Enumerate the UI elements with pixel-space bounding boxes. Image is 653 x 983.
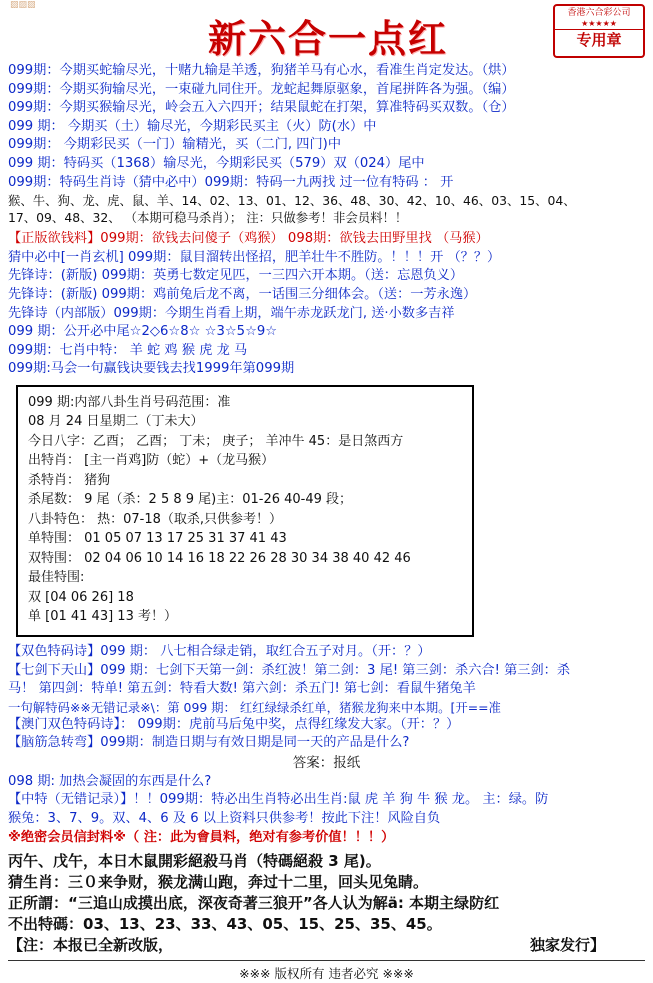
text-line: 【七剑下天山】099 期：七剑下天第一剑：杀红波！第二剑：3 尾! 第三剑：杀六合! 第三剑：杀	[8, 662, 571, 678]
text-line: 099期:马会一句赢钱诀要钱去找1999年第099期	[8, 361, 295, 377]
member-warning: ※绝密会员信封料※（ 注：此为會員料，绝对有参考价值！！！）	[8, 829, 395, 845]
text-line: 099 期： 今期买（土）输尽光，今期彩民买主（火）防(水）中	[8, 118, 377, 134]
text-line: 猴、牛、狗、龙、虎、鼠、羊、14、02、13、01、12、36、48、30、42、10、46、03、15、04、	[8, 193, 576, 209]
text-line: 猴兔：3、7、9。双、4、6 及 6 以上资料只供参考！按此下注！风险自负	[8, 811, 441, 827]
text-line: 【注：本报已全新改版，	[8, 936, 174, 955]
text-line: 【澳门双色特码诗】： 099期：虎前马后兔中奖，点得红缘发大家。（开：？）	[8, 716, 460, 732]
text-line: 17、09、48、32、 （本期可稳马杀肖）； 注：只做参考！非会员料！！	[8, 210, 408, 226]
text-line: 099期：特码生肖诗（猜中必中）099期：特码一九两找 过一位有特码 ： 开	[8, 174, 454, 190]
text-line: 不出特碼：03、13、23、33、43、05、15、25、35、45。	[8, 915, 442, 934]
box-line: 099 期:内部八卦生肖号码范围：准	[28, 394, 231, 410]
box-line: 双 [04 06 26] 18	[28, 589, 134, 605]
stamp-line1: 香港六合彩公司	[567, 8, 631, 18]
text-line: 【双色特码诗】099 期： 八七相合绿走销，取红合五子对月。（开：？）	[8, 643, 431, 659]
box-line: 08 月 24 日星期二（丁未大）	[28, 414, 204, 430]
divider	[8, 960, 645, 961]
bagua-info-box	[16, 385, 474, 637]
text-line: 099期：七肖中特： 羊 蛇 鸡 猴 虎 龙 马	[8, 342, 248, 358]
inner-box-wrap	[16, 385, 645, 637]
text-line: 先锋诗（内部版）099期：今期生肖看上期，端午赤龙跃龙门, 送·小数多吉祥	[8, 305, 455, 321]
top-lines-block	[0, 62, 653, 226]
stamp-line2: 专用章	[555, 29, 643, 50]
page-title: 新六合一点红	[207, 16, 448, 61]
text-line: 马！ 第四剑：特单! 第五剑：特看大数! 第六剑：杀五门! 第七剑：看鼠牛猪兔羊	[8, 681, 476, 697]
text-line: 099期：今期买猴输尽光，岭会五入六四开；结果鼠蛇在打架，算准特码买双数。（仓）	[8, 100, 515, 116]
stamp-stars: ★★★★★	[581, 19, 617, 28]
text-line: 猜生肖：三０来争财，猴龙满山跑，奔过十二里，回头见兔睛。	[8, 873, 429, 892]
box-line: 八卦特色： 热：07-18（取杀,只供参考！）	[28, 511, 283, 527]
box-line: 杀尾数： 9 尾（杀：2 5 8 9 尾)主：01-26 40-49 段；	[28, 492, 353, 508]
text-line: 【正版欲钱料】099期：欲钱去问傻子（鸡猴） 098期：欲钱去田野里找 （马猴）	[8, 231, 489, 247]
box-line: 今日八字：乙酉； 乙酉； 丁未； 庚子； 羊冲牛 45：是日煞西方	[28, 433, 404, 449]
publisher-note: 独家发行】	[529, 936, 605, 955]
text-line: 【脑筋急转弯】099期：制造日期与有效日期是同一天的产品是什么?	[8, 735, 410, 751]
official-stamp	[553, 4, 645, 58]
text-line: 099期： 今期彩民买（一门）输精光，买（二门, 四门)中	[8, 137, 342, 153]
text-line: 正所謂：“三追山成摸出底，深夜奇著三狼开”各人认为解ä: 本期主绿防红	[8, 894, 500, 913]
text-line: 丙午、戊午，本日木鼠開彩絕殺马肖（特碼絕殺 3 尾)。	[8, 852, 381, 871]
box-line: 出特肖： [主一肖鸡]防（蛇）+（龙马猴）	[28, 453, 275, 469]
box-line: 单 [01 41 43] 13 考！）	[28, 609, 177, 625]
mid-lines-block	[0, 230, 653, 379]
text-line: 【中特（无错记录）】！！099期：特必出生肖特必出生肖:鼠 虎 羊 狗 牛 猴 龙。 主：绿。防	[8, 792, 549, 808]
text-line: 099 期：公开必中尾☆2◇6☆8☆ ☆3☆5☆9☆	[8, 324, 278, 340]
page-header	[0, 0, 653, 62]
corner-mark: ▨▨▨	[10, 0, 36, 10]
text-line: 099 期：特码买（1368）输尽光，今期彩民买（579）双（024）尾中	[8, 155, 425, 171]
text-line: 先锋诗：(新版) 099期：鸡前兔后龙不离，一话围三分细体会。（送：一芳永逸）	[8, 286, 477, 302]
answer-line: 答案：报纸	[292, 754, 361, 771]
text-line: 099期：今期买蛇输尽光，十赌九输是羊透，狗猪羊马有心水，看准生肖定发达。（烘）	[8, 63, 515, 78]
text-line: 一句解特码※※无错记录※\：第 099 期： 红红绿绿杀红单，猪猴龙狗来中本期。[开==准	[8, 699, 501, 715]
text-line: 099期：今期买狗输尽光，一束碰九同住开。龙蛇起舞原驱象，首尾拼阵各为强。（编）	[8, 81, 515, 97]
text-line: 猜中必中[一肖玄机] 099期：鼠目溜转出怪招，肥羊壮牛不胜防。！！！开 （？？）	[8, 249, 501, 265]
box-line: 双特围： 02 04 06 10 14 16 18 22 26 28 30 34 38 40 42 46	[28, 550, 411, 566]
box-line: 最佳特围:	[28, 570, 85, 586]
text-line: 先锋诗：(新版) 099期：英勇七数定见匹，一三四六开本期。（送：忘恩负义）	[8, 268, 464, 284]
box-line: 杀特肖： 猪狗	[28, 472, 111, 488]
bottom-lines-block	[0, 643, 653, 847]
box-line: 单特围： 01 05 07 13 17 25 31 37 41 43	[28, 531, 287, 547]
copyright-footer: ※※※ 版权所有 违者必究 ※※※	[239, 966, 414, 982]
question-098: 098 期: 加热会凝固的东西是什么?	[8, 773, 212, 789]
final-lines-block	[0, 851, 653, 956]
